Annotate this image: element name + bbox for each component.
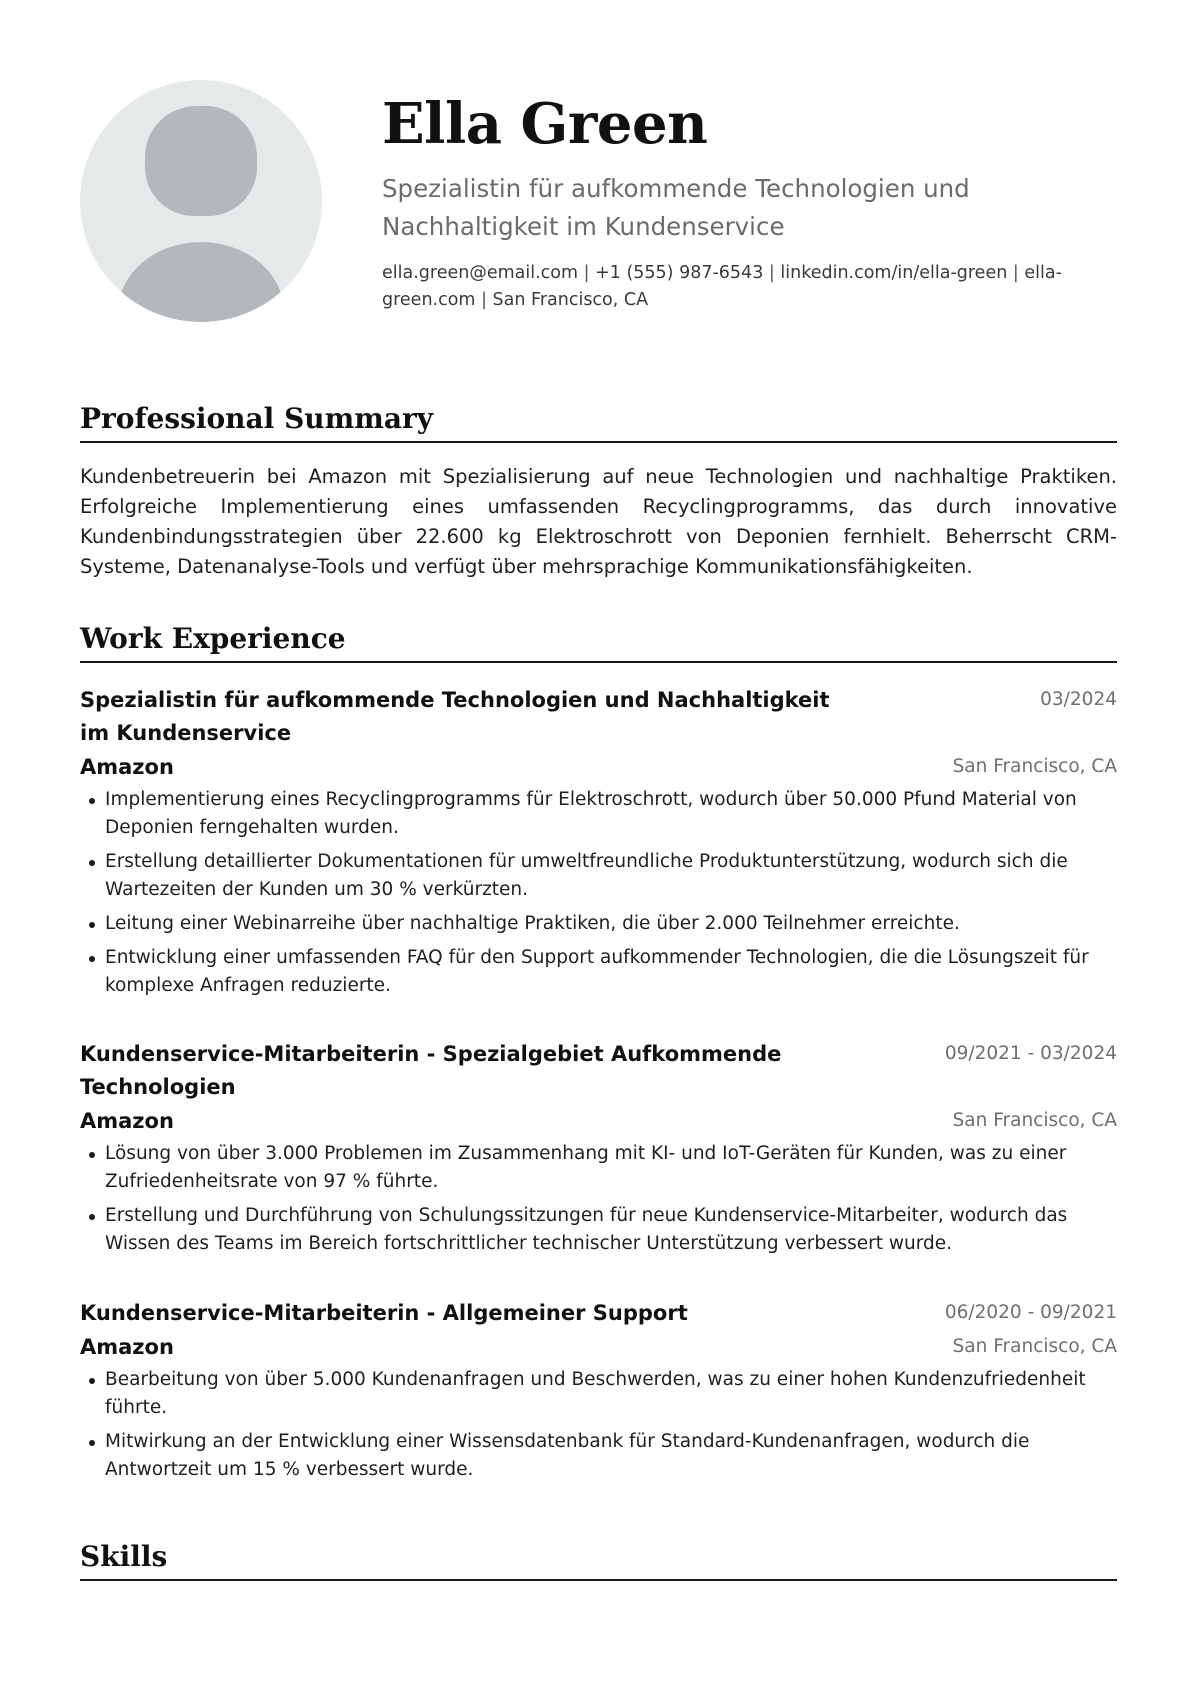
job-bullets xyxy=(80,786,1117,1000)
bullet-dot-icon xyxy=(89,1440,95,1446)
list-item xyxy=(80,1202,1115,1258)
contact-website[interactable]: ella-green.com xyxy=(382,263,1062,310)
job-header xyxy=(80,684,1117,750)
contact-separator: | xyxy=(481,290,487,310)
job-location: San Francisco, CA xyxy=(952,756,1117,777)
list-item xyxy=(80,910,1115,938)
summary-text: Kundenbetreuerin bei Amazon mit Spezialisierung auf neue Technologien und nachhaltige Praktiken. Erfolgreiche Implementierung eines umfassenden Recyclingprogramms, das durch innovative Kundenbindungsstrategien über 22.600 kg Elektroschrott von Deponien fernhielt. Beherrscht CRM-Systeme, Datenanalyse-Tools und verfügt über mehrsprachige Kommunikationsfähigkeiten. xyxy=(80,465,1117,578)
job-date: 03/2024 xyxy=(1040,689,1117,710)
list-item xyxy=(80,786,1115,842)
list-item xyxy=(80,848,1115,904)
person-shoulders-shape xyxy=(118,242,284,322)
list-item xyxy=(80,1366,1115,1422)
contact-phone[interactable]: +1 (555) 987-6543 xyxy=(595,263,764,283)
job-company-row xyxy=(80,1330,1117,1364)
contact-separator: | xyxy=(768,263,775,283)
bullet-dot-icon xyxy=(89,798,95,804)
section-title-experience: Work Experience xyxy=(80,621,1117,663)
person-placeholder-icon xyxy=(145,106,257,216)
bullet-dot-icon xyxy=(89,860,95,866)
contact-location: San Francisco, CA xyxy=(492,290,649,310)
job-company-row xyxy=(80,1104,1117,1138)
bullet-dot-icon xyxy=(89,956,95,962)
job-company-row xyxy=(80,750,1117,784)
bullet-text: Implementierung eines Recyclingprogramms für Elektroschrott, wodurch über 50.000 Pfund Material von Deponien ferngehalten wurden. xyxy=(105,789,1077,838)
contact-line xyxy=(382,260,1082,314)
contact-separator: | xyxy=(1012,263,1019,283)
bullet-text: Erstellung und Durchführung von Schulungssitzungen für neue Kundenservice-Mitarbeiter, wodurch das Wissen des Teams im Bereich fortschrittlicher technischer Unterstützung verbessert wurde. xyxy=(105,1205,1068,1254)
bullet-text: Entwicklung einer umfassenden FAQ für den Support aufkommender Technologien, die die Lösungszeit für komplexe Anfragen reduzierte. xyxy=(105,947,1089,996)
bullet-text: Mitwirkung an der Entwicklung einer Wissensdatenbank für Standard-Kundenanfragen, wodurch die Antwortzeit um 15 % verbessert wurde. xyxy=(105,1431,1030,1480)
job-entry xyxy=(80,684,1117,1006)
header xyxy=(382,88,1082,314)
job-header xyxy=(80,1297,1117,1330)
bullet-dot-icon xyxy=(89,1152,95,1158)
section-title-skills: Skills xyxy=(80,1539,1117,1581)
bullet-text: Leitung einer Webinarreihe über nachhaltige Praktiken, die über 2.000 Teilnehmer erreichte. xyxy=(105,913,960,934)
contact-email[interactable]: ella.green@email.com xyxy=(382,263,579,283)
job-date: 06/2020 - 09/2021 xyxy=(944,1302,1117,1323)
job-location: San Francisco, CA xyxy=(952,1110,1117,1131)
job-company: Amazon xyxy=(80,755,174,779)
contact-separator: | xyxy=(583,263,590,283)
bullet-dot-icon xyxy=(89,922,95,928)
job-location: San Francisco, CA xyxy=(952,1336,1117,1357)
job-title: Kundenservice-Mitarbeiterin - Allgemeiner Support xyxy=(80,1301,688,1325)
job-bullets xyxy=(80,1140,1117,1258)
job-header xyxy=(80,1038,1117,1104)
job-company: Amazon xyxy=(80,1109,174,1133)
bullet-text: Bearbeitung von über 5.000 Kundenanfragen und Beschwerden, was zu einer hohen Kundenzufriedenheit führte. xyxy=(105,1369,1086,1418)
job-title: Kundenservice-Mitarbeiterin - Spezialgebiet Aufkommende Technologien xyxy=(80,1042,782,1099)
job-date: 09/2021 - 03/2024 xyxy=(944,1043,1117,1064)
job-title: Spezialistin für aufkommende Technologien und Nachhaltigkeit im Kundenservice xyxy=(80,688,830,745)
job-company: Amazon xyxy=(80,1335,174,1359)
job-entry xyxy=(80,1038,1117,1264)
bullet-dot-icon xyxy=(89,1214,95,1220)
bullet-text: Lösung von über 3.000 Problemen im Zusammenhang mit KI- und IoT-Geräten für Kunden, was zu einer Zufriedenheitsrate von 97 % führte. xyxy=(105,1143,1067,1192)
list-item xyxy=(80,944,1115,1000)
candidate-tagline: Spezialistin für aufkommende Technologien und Nachhaltigkeit im Kundenservice xyxy=(382,174,970,241)
list-item xyxy=(80,1428,1115,1484)
candidate-name: Ella Green xyxy=(382,91,708,157)
bullet-text: Erstellung detaillierter Dokumentationen für umweltfreundliche Produktunterstützung, wodurch sich die Wartezeiten der Kunden um 30 % verkürzten. xyxy=(105,851,1068,900)
list-item xyxy=(80,1140,1115,1196)
section-title-summary: Professional Summary xyxy=(80,401,1117,443)
bullet-dot-icon xyxy=(89,1378,95,1384)
avatar xyxy=(80,80,322,322)
job-entry xyxy=(80,1297,1117,1490)
contact-linkedin[interactable]: linkedin.com/in/ella-green xyxy=(780,263,1008,283)
job-bullets xyxy=(80,1366,1117,1484)
